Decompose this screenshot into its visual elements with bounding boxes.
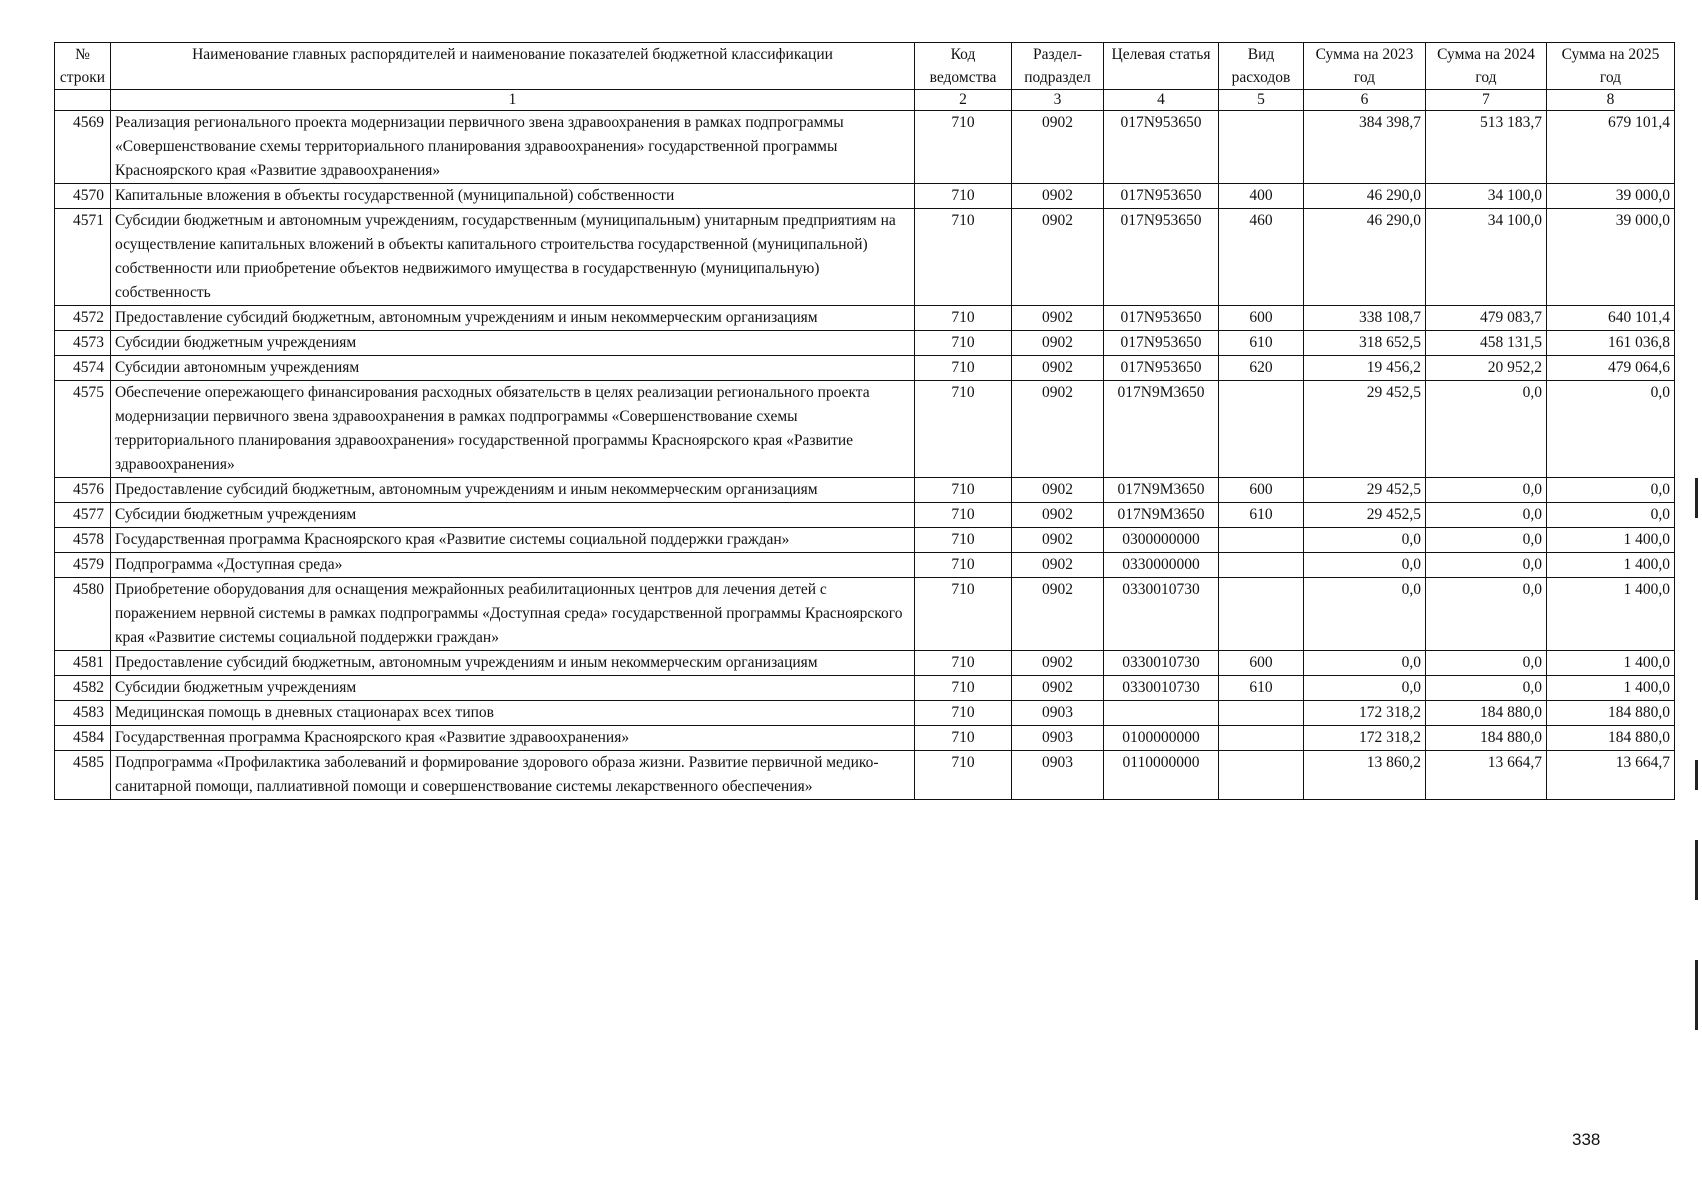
sum-2023: 0,0	[1304, 651, 1426, 676]
table-row	[55, 751, 1675, 800]
sum-2025: 1 400,0	[1547, 528, 1675, 553]
sum-2023: 29 452,5	[1304, 478, 1426, 503]
sum-2023: 338 108,7	[1304, 306, 1426, 331]
row-name: Предоставление субсидий бюджетным, автономным учреждениям и иным некоммерческим организациям	[111, 478, 915, 503]
target-item: 0100000000	[1104, 726, 1219, 751]
sum-2024: 184 880,0	[1426, 701, 1547, 726]
header-sum-2025: Сумма на 2025 год	[1547, 43, 1675, 90]
expense-type: 610	[1219, 331, 1304, 356]
table-row	[55, 306, 1675, 331]
target-item	[1104, 701, 1219, 726]
row-number: 4572	[55, 306, 111, 331]
sum-2024: 0,0	[1426, 676, 1547, 701]
sum-2023: 46 290,0	[1304, 184, 1426, 209]
expense-type: 600	[1219, 651, 1304, 676]
row-number: 4578	[55, 528, 111, 553]
sum-2024: 479 083,7	[1426, 306, 1547, 331]
row-number: 4581	[55, 651, 111, 676]
header-name: Наименование главных распорядителей и наименование показателей бюджетной классификации	[111, 43, 915, 90]
sum-2025: 0,0	[1547, 381, 1675, 478]
expense-type	[1219, 528, 1304, 553]
row-number: 4585	[55, 751, 111, 800]
dept-code: 710	[915, 478, 1012, 503]
expense-type: 600	[1219, 478, 1304, 503]
target-item: 017N953650	[1104, 111, 1219, 184]
expense-type	[1219, 111, 1304, 184]
table-row	[55, 381, 1675, 478]
header-dept-code: Код ведомства	[915, 43, 1012, 90]
expense-type	[1219, 381, 1304, 478]
row-name: Субсидии бюджетным учреждениям	[111, 503, 915, 528]
dept-code: 710	[915, 209, 1012, 306]
header-section: Раздел-подраздел	[1012, 43, 1104, 90]
sum-2025: 640 101,4	[1547, 306, 1675, 331]
row-name: Медицинская помощь в дневных стационарах всех типов	[111, 701, 915, 726]
expense-type: 610	[1219, 503, 1304, 528]
row-name: Капитальные вложения в объекты государственной (муниципальной) собственности	[111, 184, 915, 209]
row-number: 4573	[55, 331, 111, 356]
column-number: 8	[1547, 90, 1675, 111]
sum-2025: 39 000,0	[1547, 209, 1675, 306]
table-body	[55, 111, 1675, 800]
header-expense-type: Вид расходов	[1219, 43, 1304, 90]
row-name: Приобретение оборудования для оснащения межрайонных реабилитационных центров для лечения детей с поражением нервной системы в рамках подпрограммы «Доступная среда» государственной программы Красноярского края «Развитие системы социальной поддержки граждан»	[111, 578, 915, 651]
sum-2023: 0,0	[1304, 676, 1426, 701]
dept-code: 710	[915, 331, 1012, 356]
target-item: 017N9M3650	[1104, 478, 1219, 503]
sum-2025: 479 064,6	[1547, 356, 1675, 381]
expense-type: 400	[1219, 184, 1304, 209]
dept-code: 710	[915, 751, 1012, 800]
section-code: 0902	[1012, 356, 1104, 381]
table-row	[55, 111, 1675, 184]
row-name: Предоставление субсидий бюджетным, автономным учреждениям и иным некоммерческим организациям	[111, 651, 915, 676]
row-number: 4582	[55, 676, 111, 701]
expense-type	[1219, 701, 1304, 726]
column-number: 5	[1219, 90, 1304, 111]
row-number: 4569	[55, 111, 111, 184]
column-number: 2	[915, 90, 1012, 111]
column-number	[55, 90, 111, 111]
header-target-item: Целевая статья	[1104, 43, 1219, 90]
expense-type: 600	[1219, 306, 1304, 331]
row-name: Подпрограмма «Профилактика заболеваний и формирование здорового образа жизни. Развитие первичной медико-санитарной помощи, паллиативной помощи и совершенствование системы лекарственного обеспечения»	[111, 751, 915, 800]
expense-type: 620	[1219, 356, 1304, 381]
target-item: 017N953650	[1104, 306, 1219, 331]
scan-edge-mark	[1695, 960, 1698, 1030]
sum-2024: 0,0	[1426, 553, 1547, 578]
target-item: 0330010730	[1104, 578, 1219, 651]
section-code: 0902	[1012, 209, 1104, 306]
target-item: 0300000000	[1104, 528, 1219, 553]
row-number: 4571	[55, 209, 111, 306]
sum-2024: 184 880,0	[1426, 726, 1547, 751]
target-item: 017N9M3650	[1104, 381, 1219, 478]
section-code: 0902	[1012, 184, 1104, 209]
sum-2023: 384 398,7	[1304, 111, 1426, 184]
sum-2023: 29 452,5	[1304, 503, 1426, 528]
table-row	[55, 651, 1675, 676]
row-name: Обеспечение опережающего финансирования расходных обязательств в целях реализации регионального проекта модернизации первичного звена здравоохранения в рамках подпрограммы «Совершенствование схемы территориального планирования здравоохранения» государственной программы Красноярского края «Развитие здравоохранения»	[111, 381, 915, 478]
table-row	[55, 478, 1675, 503]
row-name: Реализация регионального проекта модернизации первичного звена здравоохранения в рамках подпрограммы «Совершенствование схемы территориального планирования здравоохранения» государственной программы Красноярского края «Развитие здравоохранения»	[111, 111, 915, 184]
sum-2024: 34 100,0	[1426, 184, 1547, 209]
sum-2025: 13 664,7	[1547, 751, 1675, 800]
expense-type	[1219, 578, 1304, 651]
section-code: 0902	[1012, 651, 1104, 676]
table-row	[55, 578, 1675, 651]
row-number: 4579	[55, 553, 111, 578]
budget-table	[54, 42, 1675, 800]
page-number: 338	[1572, 1130, 1601, 1149]
target-item: 017N953650	[1104, 209, 1219, 306]
sum-2024: 0,0	[1426, 503, 1547, 528]
header-row-number: № строки	[55, 43, 111, 90]
section-code: 0902	[1012, 478, 1104, 503]
row-name: Предоставление субсидий бюджетным, автономным учреждениям и иным некоммерческим организациям	[111, 306, 915, 331]
dept-code: 710	[915, 306, 1012, 331]
sum-2024: 458 131,5	[1426, 331, 1547, 356]
scan-edge-mark	[1695, 478, 1698, 518]
sum-2024: 13 664,7	[1426, 751, 1547, 800]
expense-type: 610	[1219, 676, 1304, 701]
sum-2023: 19 456,2	[1304, 356, 1426, 381]
expense-type	[1219, 553, 1304, 578]
target-item: 0330010730	[1104, 651, 1219, 676]
row-number: 4575	[55, 381, 111, 478]
row-name: Государственная программа Красноярского края «Развитие системы социальной поддержки граждан»	[111, 528, 915, 553]
dept-code: 710	[915, 676, 1012, 701]
target-item: 0330010730	[1104, 676, 1219, 701]
row-name: Субсидии бюджетным учреждениям	[111, 331, 915, 356]
row-number: 4574	[55, 356, 111, 381]
dept-code: 710	[915, 356, 1012, 381]
row-number: 4580	[55, 578, 111, 651]
section-code: 0903	[1012, 751, 1104, 800]
sum-2025: 1 400,0	[1547, 553, 1675, 578]
section-code: 0902	[1012, 381, 1104, 478]
sum-2024: 0,0	[1426, 578, 1547, 651]
sum-2025: 679 101,4	[1547, 111, 1675, 184]
sum-2025: 1 400,0	[1547, 651, 1675, 676]
column-number: 3	[1012, 90, 1104, 111]
scan-edge-mark	[1695, 760, 1698, 790]
column-number: 4	[1104, 90, 1219, 111]
table-row	[55, 503, 1675, 528]
sum-2025: 161 036,8	[1547, 331, 1675, 356]
table-row	[55, 701, 1675, 726]
sum-2024: 0,0	[1426, 528, 1547, 553]
dept-code: 710	[915, 578, 1012, 651]
column-number: 6	[1304, 90, 1426, 111]
section-code: 0903	[1012, 701, 1104, 726]
target-item: 017N953650	[1104, 331, 1219, 356]
dept-code: 710	[915, 553, 1012, 578]
expense-type: 460	[1219, 209, 1304, 306]
scan-edge-mark	[1695, 840, 1698, 900]
sum-2024: 0,0	[1426, 381, 1547, 478]
sum-2023: 13 860,2	[1304, 751, 1426, 800]
dept-code: 710	[915, 528, 1012, 553]
row-number: 4577	[55, 503, 111, 528]
header-sum-2023: Сумма на 2023 год	[1304, 43, 1426, 90]
sum-2023: 172 318,2	[1304, 726, 1426, 751]
sum-2023: 0,0	[1304, 553, 1426, 578]
table-row	[55, 726, 1675, 751]
expense-type	[1219, 726, 1304, 751]
target-item: 017N953650	[1104, 356, 1219, 381]
dept-code: 710	[915, 726, 1012, 751]
table-row	[55, 528, 1675, 553]
sum-2024: 20 952,2	[1426, 356, 1547, 381]
section-code: 0902	[1012, 528, 1104, 553]
section-code: 0902	[1012, 111, 1104, 184]
sum-2025: 0,0	[1547, 478, 1675, 503]
row-name: Подпрограмма «Доступная среда»	[111, 553, 915, 578]
row-number: 4570	[55, 184, 111, 209]
row-name: Субсидии бюджетным и автономным учреждениям, государственным (муниципальным) унитарным предприятиям на осуществление капитальных вложений в объекты капитального строительства государственной (муниципальной) собственности или приобретение объектов недвижимого имущества в государственную (муниципальную) собственность	[111, 209, 915, 306]
sum-2025: 184 880,0	[1547, 701, 1675, 726]
section-code: 0903	[1012, 726, 1104, 751]
dept-code: 710	[915, 701, 1012, 726]
sum-2023: 46 290,0	[1304, 209, 1426, 306]
section-code: 0902	[1012, 331, 1104, 356]
dept-code: 710	[915, 184, 1012, 209]
sum-2024: 0,0	[1426, 651, 1547, 676]
section-code: 0902	[1012, 676, 1104, 701]
sum-2025: 0,0	[1547, 503, 1675, 528]
sum-2025: 39 000,0	[1547, 184, 1675, 209]
section-code: 0902	[1012, 578, 1104, 651]
table-row	[55, 209, 1675, 306]
sum-2023: 29 452,5	[1304, 381, 1426, 478]
sum-2024: 513 183,7	[1426, 111, 1547, 184]
target-item: 017N9M3650	[1104, 503, 1219, 528]
dept-code: 710	[915, 381, 1012, 478]
table-row	[55, 553, 1675, 578]
row-name: Субсидии автономным учреждениям	[111, 356, 915, 381]
expense-type	[1219, 751, 1304, 800]
column-number-row	[55, 90, 1675, 111]
target-item: 0330000000	[1104, 553, 1219, 578]
dept-code: 710	[915, 651, 1012, 676]
dept-code: 710	[915, 503, 1012, 528]
sum-2025: 1 400,0	[1547, 676, 1675, 701]
table-row	[55, 331, 1675, 356]
sum-2025: 184 880,0	[1547, 726, 1675, 751]
target-item: 0110000000	[1104, 751, 1219, 800]
sum-2024: 34 100,0	[1426, 209, 1547, 306]
row-number: 4583	[55, 701, 111, 726]
sum-2024: 0,0	[1426, 478, 1547, 503]
table-row	[55, 184, 1675, 209]
row-number: 4576	[55, 478, 111, 503]
section-code: 0902	[1012, 306, 1104, 331]
section-code: 0902	[1012, 503, 1104, 528]
sum-2023: 0,0	[1304, 578, 1426, 651]
section-code: 0902	[1012, 553, 1104, 578]
target-item: 017N953650	[1104, 184, 1219, 209]
header-sum-2024: Сумма на 2024 год	[1426, 43, 1547, 90]
column-number: 1	[111, 90, 915, 111]
table-row	[55, 356, 1675, 381]
dept-code: 710	[915, 111, 1012, 184]
row-name: Государственная программа Красноярского края «Развитие здравоохранения»	[111, 726, 915, 751]
sum-2025: 1 400,0	[1547, 578, 1675, 651]
sum-2023: 318 652,5	[1304, 331, 1426, 356]
row-number: 4584	[55, 726, 111, 751]
table-row	[55, 676, 1675, 701]
column-number: 7	[1426, 90, 1547, 111]
table-header	[55, 43, 1675, 111]
sum-2023: 172 318,2	[1304, 701, 1426, 726]
sum-2023: 0,0	[1304, 528, 1426, 553]
row-name: Субсидии бюджетным учреждениям	[111, 676, 915, 701]
